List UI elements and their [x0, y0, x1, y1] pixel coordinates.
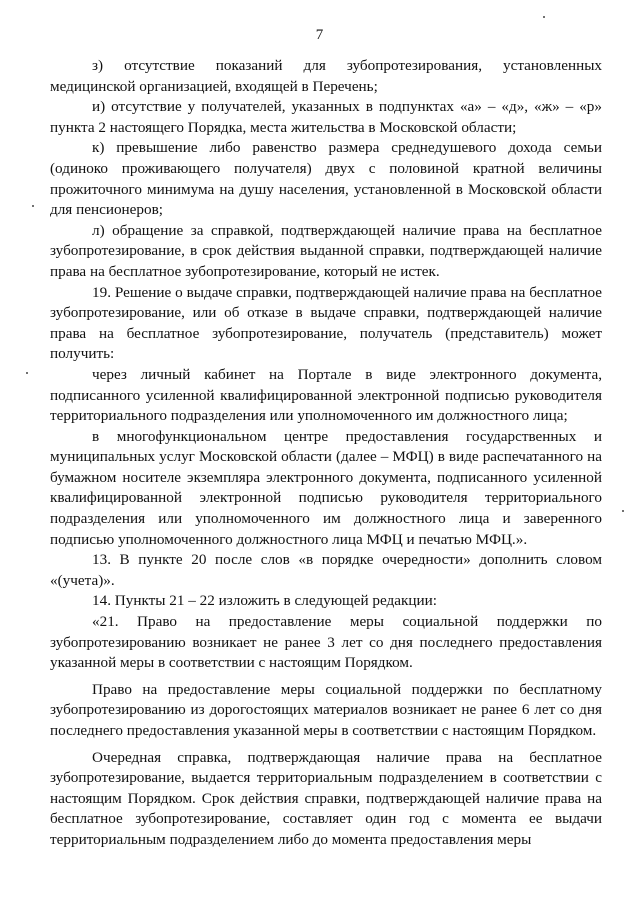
- scan-speck: [622, 510, 624, 512]
- paragraph-19: 19. Решение о выдаче справки, подтверждающей наличие права на бесплатное зубопротезирование, или об отказе в выдаче справки, подтверждающей наличие права на бесплатное зубопротезирование, получатель (представитель) может получить:: [50, 283, 602, 363]
- paragraph-z: з) отсутствие показаний для зубопротезирования, установленных медицинской организацией, входящей в Перечень;: [50, 57, 602, 95]
- paragraph-portal: через личный кабинет на Портале в виде электронного документа, подписанного усиленной квалифицированной электронной подписью руководителя территориального подразделения или уполномоченного им должностного лица;: [50, 365, 602, 425]
- paragraph-21: «21. Право на предоставление меры социальной поддержки по зубопротезированию возникает не ранее 3 лет со дня последнего предоставления указанной меры в соответствии с настоящим Порядком.: [50, 613, 602, 672]
- paragraph-l: л) обращение за справкой, подтверждающей наличие права на бесплатное зубопротезирование, в срок действия выданной справки, подтверждающей наличие права на бесплатное зубопротезирование, который не истек.: [50, 221, 602, 280]
- paragraph-next-certificate: Очередная справка, подтверждающая наличие права на бесплатное зубопротезирование, выдается территориальным подразделением в соответствии с настоящим Порядком. Срок действия справки, подтверждающей наличие права на бесплатное зубопротезирование, составляет один год с момента ее выдачи территориальным подразделением либо до момента предоставления меры: [50, 748, 602, 848]
- paragraph-13: 13. В пункте 20 после слов «в порядке очередности» дополнить словом «(учета)».: [50, 551, 602, 589]
- scan-speck: [26, 372, 28, 374]
- scan-speck: [543, 16, 545, 18]
- paragraph-expensive-materials: Право на предоставление меры социальной поддержки по бесплатному зубопротезированию из дорогостоящих материалов возникает не ранее 6 лет со дня последнего предоставления указанной меры в соответствии с настоящим Порядком.: [50, 680, 602, 739]
- paragraph-mfc: в многофункциональном центре предоставления государственных и муниципальных услуг Московской области (далее – МФЦ) в виде распечатанного на бумажном носителе экземпляра электронного документа, подписанного усиленной квалифицированной электронной подписью руководителя территориального подразделения или уполномоченного им должностного лица и заверенного подписью уполномоченного должностного лица МФЦ и печатью МФЦ.».: [50, 427, 602, 548]
- paragraph-i: и) отсутствие у получателей, указанных в подпунктах «а» – «д», «ж» – «р» пункта 2 настоящего Порядка, места жительства в Московской области;: [50, 98, 602, 136]
- scan-speck: [32, 205, 34, 207]
- document-body: [50, 56, 602, 851]
- paragraph-14: 14. Пункты 21 – 22 изложить в следующей редакции:: [92, 592, 437, 610]
- paragraph-k: к) превышение либо равенство размера среднедушевого дохода семьи (одиноко проживающего получателя) двух с половиной кратной величины прожиточного минимума на душу населения, установленной в Московской области для пенсионеров;: [50, 139, 602, 219]
- page-number: 7: [315, 27, 324, 43]
